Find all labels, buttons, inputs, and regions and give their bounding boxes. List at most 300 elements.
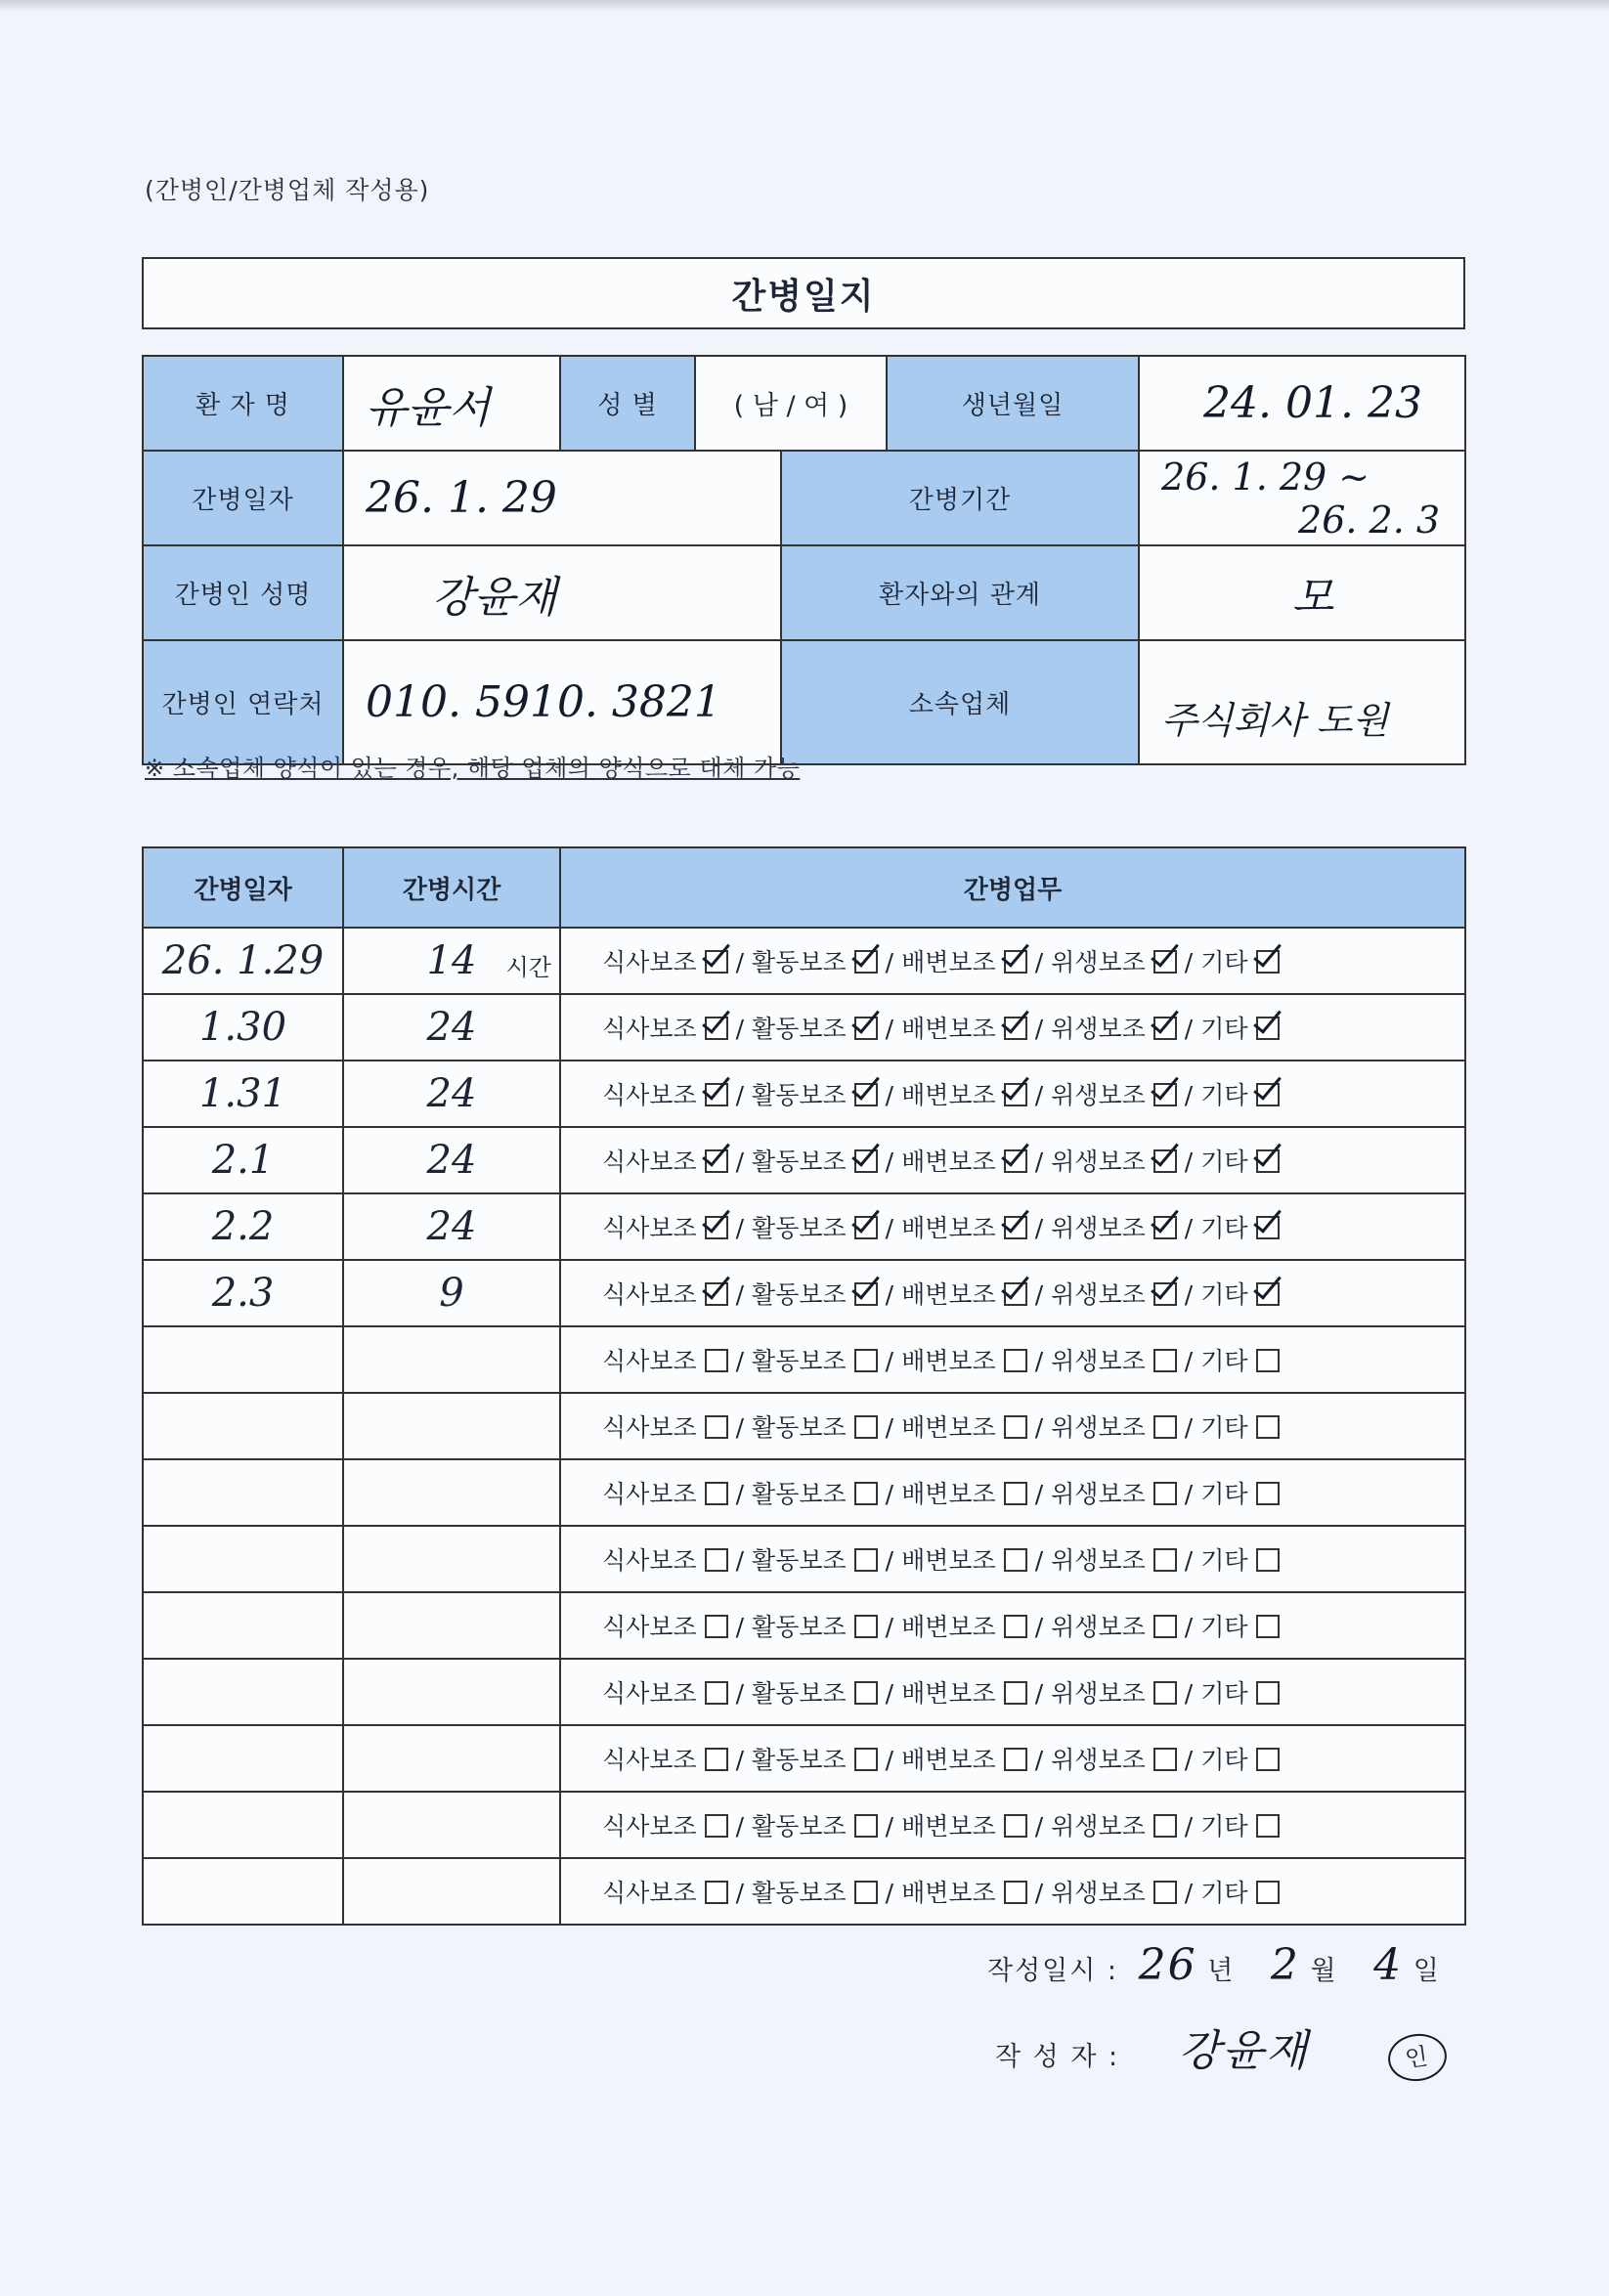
birth-value: 24. 01. 23 bbox=[1139, 356, 1465, 451]
task-label: 식사보조 bbox=[602, 1081, 697, 1109]
log-row bbox=[143, 1393, 1465, 1459]
task-label: 기타 bbox=[1200, 1214, 1248, 1242]
task-label: 활동보조 bbox=[752, 1081, 847, 1109]
log-row bbox=[143, 1061, 1465, 1127]
task-checkbox[interactable] bbox=[1004, 1681, 1027, 1705]
task-item bbox=[752, 1874, 878, 1909]
task-label: 배변보조 bbox=[901, 1413, 996, 1442]
task-separator: / bbox=[885, 1148, 894, 1176]
task-separator: / bbox=[1184, 948, 1194, 976]
log-row-hours bbox=[343, 1592, 560, 1659]
task-label: 활동보조 bbox=[752, 1679, 847, 1708]
log-row-hours-value: 14 bbox=[426, 938, 477, 983]
task-label: 기타 bbox=[1200, 1746, 1248, 1774]
task-item bbox=[1051, 1608, 1177, 1643]
log-row-tasks bbox=[560, 1326, 1465, 1393]
log-row-hours bbox=[343, 1193, 560, 1260]
task-label: 식사보조 bbox=[602, 1280, 697, 1309]
task-separator: / bbox=[885, 1280, 894, 1309]
log-row-date: 2.2 bbox=[143, 1193, 343, 1260]
task-item bbox=[602, 1076, 728, 1111]
task-checkbox[interactable] bbox=[1256, 1482, 1280, 1505]
log-row-hours bbox=[343, 1792, 560, 1858]
task-separator: / bbox=[885, 1679, 894, 1708]
task-checkbox[interactable] bbox=[1004, 1615, 1027, 1638]
task-separator: / bbox=[885, 1746, 894, 1774]
gender-options: ( 남 / 여 ) bbox=[733, 391, 848, 421]
task-checkbox[interactable] bbox=[1153, 1149, 1177, 1173]
log-row-hours bbox=[343, 1326, 560, 1393]
care-period-end: 26. 2. 3 bbox=[1298, 498, 1441, 542]
task-checkbox[interactable] bbox=[1256, 1681, 1280, 1705]
task-label: 식사보조 bbox=[602, 1480, 697, 1508]
task-label: 활동보조 bbox=[752, 948, 847, 976]
task-checkbox[interactable] bbox=[1153, 1748, 1177, 1771]
written-date-label: 작성일시 : bbox=[987, 1956, 1119, 1986]
task-item bbox=[1051, 1807, 1177, 1842]
task-label: 위생보조 bbox=[1051, 1546, 1146, 1575]
log-row bbox=[143, 1792, 1465, 1858]
log-row-date: 1.30 bbox=[143, 994, 343, 1061]
seal-mark: 인 bbox=[1385, 2030, 1450, 2085]
task-item bbox=[602, 1342, 728, 1377]
log-row bbox=[143, 1858, 1465, 1925]
care-log-table bbox=[142, 846, 1466, 1926]
task-label: 위생보조 bbox=[1051, 1081, 1146, 1109]
task-item bbox=[602, 1276, 728, 1311]
log-header-tasks: 간병업무 bbox=[560, 847, 1465, 928]
task-checkbox[interactable] bbox=[1004, 1083, 1027, 1106]
task-item bbox=[752, 1010, 878, 1045]
task-item bbox=[752, 1408, 878, 1444]
task-checkbox[interactable] bbox=[854, 1083, 878, 1106]
log-row-hours bbox=[343, 994, 560, 1061]
writer-signature: 강윤재 bbox=[1178, 2026, 1310, 2076]
log-row-tasks bbox=[560, 928, 1465, 994]
log-row bbox=[143, 1659, 1465, 1725]
task-checkbox[interactable] bbox=[1256, 1615, 1280, 1638]
task-checkbox[interactable] bbox=[705, 1415, 728, 1439]
task-checkbox[interactable] bbox=[705, 1881, 728, 1904]
task-checkbox[interactable] bbox=[1256, 1083, 1280, 1106]
task-item bbox=[1200, 1874, 1279, 1909]
care-period-label: 간병기간 bbox=[781, 451, 1139, 545]
log-row-hours-value: 9 bbox=[439, 1271, 464, 1316]
task-separator: / bbox=[885, 1613, 894, 1641]
log-header-hours: 간병시간 bbox=[343, 847, 560, 928]
task-item bbox=[1200, 1342, 1279, 1377]
task-label: 식사보조 bbox=[602, 1879, 697, 1907]
task-checkbox[interactable] bbox=[854, 1615, 878, 1638]
task-separator: / bbox=[735, 1148, 745, 1176]
task-checkbox[interactable] bbox=[854, 1017, 878, 1040]
log-row bbox=[143, 1127, 1465, 1193]
task-label: 식사보조 bbox=[602, 1148, 697, 1176]
task-item bbox=[752, 1342, 878, 1377]
task-item bbox=[901, 1209, 1027, 1244]
task-item bbox=[901, 1010, 1027, 1045]
form-title: 간병일지 bbox=[142, 257, 1465, 329]
log-row-date: 2.1 bbox=[143, 1127, 343, 1193]
task-item bbox=[602, 1143, 728, 1178]
task-label: 활동보조 bbox=[752, 1280, 847, 1309]
task-checkbox[interactable] bbox=[1153, 1482, 1177, 1505]
task-checkbox[interactable] bbox=[854, 1216, 878, 1239]
task-item bbox=[1051, 1342, 1177, 1377]
task-checkbox[interactable] bbox=[854, 1282, 878, 1306]
task-label: 위생보조 bbox=[1051, 1280, 1146, 1309]
task-separator: / bbox=[1034, 1613, 1044, 1641]
task-label: 식사보조 bbox=[602, 1546, 697, 1575]
task-label: 식사보조 bbox=[602, 1347, 697, 1375]
log-row-date bbox=[143, 1459, 343, 1526]
log-row bbox=[143, 1725, 1465, 1792]
writer-label: 작 성 자 : bbox=[995, 2042, 1120, 2072]
care-period-value bbox=[1139, 451, 1465, 545]
task-checkbox[interactable] bbox=[1256, 1748, 1280, 1771]
task-item bbox=[752, 1541, 878, 1577]
task-label: 배변보조 bbox=[901, 1081, 996, 1109]
task-separator: / bbox=[735, 1746, 745, 1774]
task-separator: / bbox=[885, 948, 894, 976]
task-label: 식사보조 bbox=[602, 1812, 697, 1841]
task-checkbox[interactable] bbox=[705, 1083, 728, 1106]
task-separator: / bbox=[1034, 1413, 1044, 1442]
task-separator: / bbox=[735, 1679, 745, 1708]
task-item bbox=[752, 1741, 878, 1776]
task-checkbox[interactable] bbox=[1153, 1615, 1177, 1638]
task-item bbox=[602, 943, 728, 978]
task-checkbox[interactable] bbox=[1153, 1814, 1177, 1838]
task-item bbox=[752, 1209, 878, 1244]
task-separator: / bbox=[1184, 1746, 1194, 1774]
task-separator: / bbox=[1184, 1015, 1194, 1043]
task-separator: / bbox=[735, 1214, 745, 1242]
task-label: 활동보조 bbox=[752, 1613, 847, 1641]
task-label: 식사보조 bbox=[602, 1015, 697, 1043]
task-item bbox=[1200, 1076, 1279, 1111]
task-item bbox=[901, 943, 1027, 978]
task-checkbox[interactable] bbox=[854, 1149, 878, 1173]
task-item bbox=[901, 1741, 1027, 1776]
log-row-tasks bbox=[560, 1858, 1465, 1925]
task-separator: / bbox=[885, 1347, 894, 1375]
task-checkbox[interactable] bbox=[854, 950, 878, 974]
log-row-date bbox=[143, 1725, 343, 1792]
task-checkbox[interactable] bbox=[1153, 1216, 1177, 1239]
task-item bbox=[752, 943, 878, 978]
task-label: 배변보조 bbox=[901, 1214, 996, 1242]
task-item bbox=[1200, 1475, 1279, 1510]
task-checkbox[interactable] bbox=[854, 1349, 878, 1372]
task-checkbox[interactable] bbox=[854, 1681, 878, 1705]
contact-value: 010. 5910. 3821 bbox=[343, 640, 781, 764]
task-item bbox=[1200, 1143, 1279, 1178]
task-checkbox[interactable] bbox=[1153, 1681, 1177, 1705]
task-item bbox=[901, 1807, 1027, 1842]
task-separator: / bbox=[885, 1413, 894, 1442]
log-row-date bbox=[143, 1659, 343, 1725]
log-row-hours bbox=[343, 1858, 560, 1925]
task-checkbox[interactable] bbox=[1004, 1548, 1027, 1572]
task-checkbox[interactable] bbox=[854, 1748, 878, 1771]
log-row-tasks bbox=[560, 1792, 1465, 1858]
task-separator: / bbox=[1184, 1347, 1194, 1375]
task-separator: / bbox=[1184, 1214, 1194, 1242]
task-label: 위생보조 bbox=[1051, 1015, 1146, 1043]
task-item bbox=[752, 1076, 878, 1111]
task-checkbox[interactable] bbox=[1004, 1881, 1027, 1904]
written-month: 2 bbox=[1270, 1940, 1300, 1990]
task-checkbox[interactable] bbox=[1256, 1814, 1280, 1838]
task-separator: / bbox=[1184, 1148, 1194, 1176]
task-item bbox=[602, 1608, 728, 1643]
log-row-date bbox=[143, 1526, 343, 1592]
task-checkbox[interactable] bbox=[1153, 1017, 1177, 1040]
log-row-hours-value: 24 bbox=[426, 1005, 477, 1050]
task-label: 배변보조 bbox=[901, 948, 996, 976]
log-row bbox=[143, 1459, 1465, 1526]
task-item bbox=[1200, 1741, 1279, 1776]
log-row-tasks bbox=[560, 1061, 1465, 1127]
task-item bbox=[1051, 1143, 1177, 1178]
task-label: 배변보조 bbox=[901, 1613, 996, 1641]
task-item bbox=[1051, 1475, 1177, 1510]
task-checkbox[interactable] bbox=[1153, 1349, 1177, 1372]
task-checkbox[interactable] bbox=[1153, 1415, 1177, 1439]
task-checkbox[interactable] bbox=[705, 1017, 728, 1040]
log-row-hours-value: 24 bbox=[426, 1204, 477, 1249]
task-separator: / bbox=[1184, 1812, 1194, 1841]
log-row-hours bbox=[343, 928, 560, 994]
task-checkbox[interactable] bbox=[1256, 1349, 1280, 1372]
log-row-hours-value: 24 bbox=[426, 1071, 477, 1116]
task-item bbox=[1051, 1741, 1177, 1776]
log-row-date: 26. 1.29 bbox=[143, 928, 343, 994]
written-year: 26 bbox=[1138, 1940, 1197, 1990]
task-label: 기타 bbox=[1200, 1413, 1248, 1442]
log-row bbox=[143, 928, 1465, 994]
task-checkbox[interactable] bbox=[705, 1349, 728, 1372]
task-checkbox[interactable] bbox=[1004, 1814, 1027, 1838]
task-checkbox[interactable] bbox=[705, 1216, 728, 1239]
log-row-hours bbox=[343, 1526, 560, 1592]
task-separator: / bbox=[735, 948, 745, 976]
task-label: 활동보조 bbox=[752, 1480, 847, 1508]
task-item bbox=[1051, 1874, 1177, 1909]
task-checkbox[interactable] bbox=[1153, 1881, 1177, 1904]
task-item bbox=[1200, 1276, 1279, 1311]
task-checkbox[interactable] bbox=[705, 1615, 728, 1638]
task-checkbox[interactable] bbox=[1256, 1017, 1280, 1040]
task-label: 활동보조 bbox=[752, 1347, 847, 1375]
form-subtitle: (간병인/간병업체 작성용) bbox=[145, 176, 430, 204]
task-item bbox=[752, 1143, 878, 1178]
task-label: 위생보조 bbox=[1051, 1812, 1146, 1841]
task-checkbox[interactable] bbox=[1256, 1548, 1280, 1572]
task-item bbox=[1051, 1276, 1177, 1311]
task-item bbox=[602, 1209, 728, 1244]
task-checkbox[interactable] bbox=[705, 1548, 728, 1572]
log-row bbox=[143, 1260, 1465, 1326]
task-label: 식사보조 bbox=[602, 1214, 697, 1242]
log-row-tasks bbox=[560, 1193, 1465, 1260]
task-checkbox[interactable] bbox=[705, 950, 728, 974]
task-checkbox[interactable] bbox=[1004, 1017, 1027, 1040]
task-separator: / bbox=[1184, 1546, 1194, 1575]
task-checkbox[interactable] bbox=[1004, 1482, 1027, 1505]
task-item bbox=[901, 1541, 1027, 1577]
patient-name-label: 환 자 명 bbox=[143, 356, 343, 451]
task-separator: / bbox=[885, 1546, 894, 1575]
log-row-tasks bbox=[560, 1526, 1465, 1592]
task-separator: / bbox=[885, 1812, 894, 1841]
task-checkbox[interactable] bbox=[854, 1482, 878, 1505]
relation-label: 환자와의 관계 bbox=[781, 545, 1139, 640]
log-row-date bbox=[143, 1858, 343, 1925]
task-separator: / bbox=[1184, 1280, 1194, 1309]
task-checkbox[interactable] bbox=[854, 1814, 878, 1838]
task-separator: / bbox=[735, 1413, 745, 1442]
task-label: 활동보조 bbox=[752, 1546, 847, 1575]
task-item bbox=[752, 1475, 878, 1510]
task-item bbox=[602, 1475, 728, 1510]
task-label: 식사보조 bbox=[602, 1413, 697, 1442]
task-label: 배변보조 bbox=[901, 1148, 996, 1176]
task-label: 식사보조 bbox=[602, 1679, 697, 1708]
task-checkbox[interactable] bbox=[854, 1881, 878, 1904]
task-checkbox[interactable] bbox=[1004, 1149, 1027, 1173]
task-item bbox=[1200, 943, 1279, 978]
task-item bbox=[1051, 1408, 1177, 1444]
task-label: 식사보조 bbox=[602, 1613, 697, 1641]
caregiver-name-label: 간병인 성명 bbox=[143, 545, 343, 640]
log-row bbox=[143, 1592, 1465, 1659]
gender-label: 성 별 bbox=[560, 356, 695, 451]
task-separator: / bbox=[1034, 1480, 1044, 1508]
task-checkbox[interactable] bbox=[1256, 1282, 1280, 1306]
task-separator: / bbox=[1184, 1413, 1194, 1442]
task-checkbox[interactable] bbox=[705, 1482, 728, 1505]
task-item bbox=[901, 1608, 1027, 1643]
task-label: 활동보조 bbox=[752, 1015, 847, 1043]
task-item bbox=[901, 1408, 1027, 1444]
task-checkbox[interactable] bbox=[1153, 1083, 1177, 1106]
task-checkbox[interactable] bbox=[1153, 1282, 1177, 1306]
task-checkbox[interactable] bbox=[1153, 1548, 1177, 1572]
log-row-tasks bbox=[560, 1459, 1465, 1526]
page-edge bbox=[0, 0, 1609, 12]
task-checkbox[interactable] bbox=[1004, 1748, 1027, 1771]
form-note: ※ 소속업체 양식이 있는 경우, 해당 업체의 양식으로 대체 가능 bbox=[145, 755, 801, 782]
task-checkbox[interactable] bbox=[1004, 1349, 1027, 1372]
task-separator: / bbox=[735, 1480, 745, 1508]
task-label: 활동보조 bbox=[752, 1413, 847, 1442]
gender-value bbox=[695, 356, 887, 451]
task-checkbox[interactable] bbox=[854, 1548, 878, 1572]
task-item bbox=[1200, 1674, 1279, 1710]
log-row-date bbox=[143, 1393, 343, 1459]
task-label: 위생보조 bbox=[1051, 1214, 1146, 1242]
written-year-unit: 년 bbox=[1207, 1956, 1236, 1986]
task-item bbox=[1051, 1674, 1177, 1710]
task-separator: / bbox=[1184, 1081, 1194, 1109]
task-checkbox[interactable] bbox=[1256, 1149, 1280, 1173]
task-label: 기타 bbox=[1200, 1480, 1248, 1508]
task-checkbox[interactable] bbox=[1004, 1216, 1027, 1239]
task-checkbox[interactable] bbox=[1004, 1415, 1027, 1439]
task-item bbox=[1051, 1076, 1177, 1111]
task-item bbox=[1051, 1541, 1177, 1577]
task-checkbox[interactable] bbox=[705, 1282, 728, 1306]
task-label: 기타 bbox=[1200, 1679, 1248, 1708]
task-separator: / bbox=[885, 1879, 894, 1907]
log-row bbox=[143, 994, 1465, 1061]
task-separator: / bbox=[735, 1613, 745, 1641]
task-separator: / bbox=[1034, 1812, 1044, 1841]
task-item bbox=[901, 1143, 1027, 1178]
task-label: 배변보조 bbox=[901, 1879, 996, 1907]
log-row-tasks bbox=[560, 994, 1465, 1061]
written-day: 4 bbox=[1373, 1940, 1404, 1990]
task-item bbox=[602, 1541, 728, 1577]
task-checkbox[interactable] bbox=[1153, 950, 1177, 974]
task-label: 활동보조 bbox=[752, 1879, 847, 1907]
task-separator: / bbox=[1034, 1546, 1044, 1575]
task-label: 위생보조 bbox=[1051, 1480, 1146, 1508]
written-month-unit: 월 bbox=[1310, 1956, 1338, 1986]
task-checkbox[interactable] bbox=[854, 1415, 878, 1439]
log-row-hours bbox=[343, 1061, 560, 1127]
task-separator: / bbox=[1034, 1679, 1044, 1708]
task-checkbox[interactable] bbox=[1004, 1282, 1027, 1306]
task-checkbox[interactable] bbox=[1256, 950, 1280, 974]
company-value: 주식회사 도원 bbox=[1139, 640, 1465, 764]
task-item bbox=[1051, 1209, 1177, 1244]
task-item bbox=[602, 1674, 728, 1710]
task-separator: / bbox=[885, 1214, 894, 1242]
task-item bbox=[602, 1807, 728, 1842]
task-separator: / bbox=[735, 1081, 745, 1109]
log-row-date bbox=[143, 1326, 343, 1393]
care-date-label: 간병일자 bbox=[143, 451, 343, 545]
task-checkbox[interactable] bbox=[705, 1748, 728, 1771]
task-label: 위생보조 bbox=[1051, 1347, 1146, 1375]
task-label: 배변보조 bbox=[901, 1546, 996, 1575]
task-item bbox=[1200, 1209, 1279, 1244]
info-table bbox=[142, 355, 1466, 765]
log-row-hours bbox=[343, 1459, 560, 1526]
task-checkbox[interactable] bbox=[705, 1149, 728, 1173]
task-checkbox[interactable] bbox=[1256, 1881, 1280, 1904]
task-separator: / bbox=[1034, 1015, 1044, 1043]
task-checkbox[interactable] bbox=[1256, 1216, 1280, 1239]
task-checkbox[interactable] bbox=[1256, 1415, 1280, 1439]
task-checkbox[interactable] bbox=[1004, 950, 1027, 974]
task-item bbox=[1200, 1541, 1279, 1577]
task-checkbox[interactable] bbox=[705, 1681, 728, 1705]
task-separator: / bbox=[1184, 1679, 1194, 1708]
task-checkbox[interactable] bbox=[705, 1814, 728, 1838]
task-item bbox=[752, 1276, 878, 1311]
task-separator: / bbox=[1034, 1214, 1044, 1242]
task-item bbox=[901, 1674, 1027, 1710]
writer bbox=[995, 2015, 1447, 2081]
log-row-date: 2.3 bbox=[143, 1260, 343, 1326]
log-row-hours bbox=[343, 1659, 560, 1725]
task-label: 배변보조 bbox=[901, 1280, 996, 1309]
task-label: 기타 bbox=[1200, 948, 1248, 976]
